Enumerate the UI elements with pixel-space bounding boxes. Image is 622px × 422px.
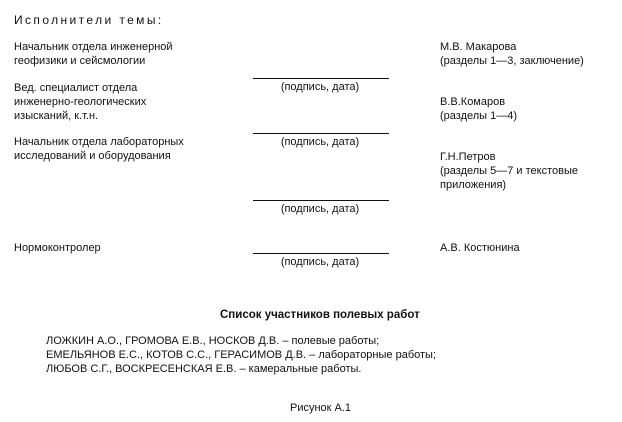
position-head-laboratory-line-1: Начальник отдела лабораторных (14, 136, 184, 148)
executor-name-kostyunina: А.В. Костюнина (440, 242, 520, 254)
participants-title: Список участников полевых работ (220, 309, 420, 321)
signature-line-2 (253, 133, 389, 134)
executor-name-komarov: В.В.Комаров (440, 96, 506, 108)
executor-sections-makarova: (разделы 1—3, заключение) (440, 55, 584, 67)
position-head-engineering-geophysics-line-1: Начальник отдела инженерной (14, 41, 173, 53)
signature-line-3 (253, 200, 389, 201)
signature-caption-2: (подпись, дата) (280, 136, 360, 148)
participants-line-laboratory: ЕМЕЛЬЯНОВ Е.С., КОТОВ С.С., ГЕРАСИМОВ Д.В. – лабораторные работы; (46, 349, 436, 361)
position-standards-controller: Нормоконтролер (14, 242, 101, 254)
signature-line-4 (253, 253, 389, 254)
position-lead-specialist-line-3: изысканий, к.т.н. (14, 110, 99, 122)
position-lead-specialist-line-1: Вед. специалист отдела (14, 82, 138, 94)
position-head-laboratory-line-2: исследований и оборудования (14, 150, 171, 162)
executor-name-makarova: М.В. Макарова (440, 41, 517, 53)
participants-line-office: ЛЮБОВ С.Г., ВОСКРЕСЕНСКАЯ Е.В. – камеральные работы. (46, 363, 362, 375)
signature-caption-3: (подпись, дата) (280, 203, 360, 215)
page-heading: Исполнители темы: (14, 13, 164, 27)
executor-sections-petrov-line-2: приложения) (440, 179, 507, 191)
participants-line-field: ЛОЖКИН А.О., ГРОМОВА Е.В., НОСКОВ Д.В. – полевые работы; (46, 335, 380, 347)
executor-name-petrov: Г.Н.Петров (440, 151, 496, 163)
executor-sections-komarov: (разделы 1—4) (440, 110, 518, 122)
signature-line-1 (253, 78, 389, 79)
position-head-engineering-geophysics-line-2: геофизики и сейсмологии (14, 55, 146, 67)
signature-caption-1: (подпись, дата) (280, 81, 360, 93)
figure-caption: Рисунок А.1 (290, 402, 352, 414)
position-lead-specialist-line-2: инженерно-геологических (14, 96, 147, 108)
executor-sections-petrov-line-1: (разделы 5—7 и текстовые (440, 165, 578, 177)
signature-caption-4: (подпись, дата) (280, 256, 360, 268)
